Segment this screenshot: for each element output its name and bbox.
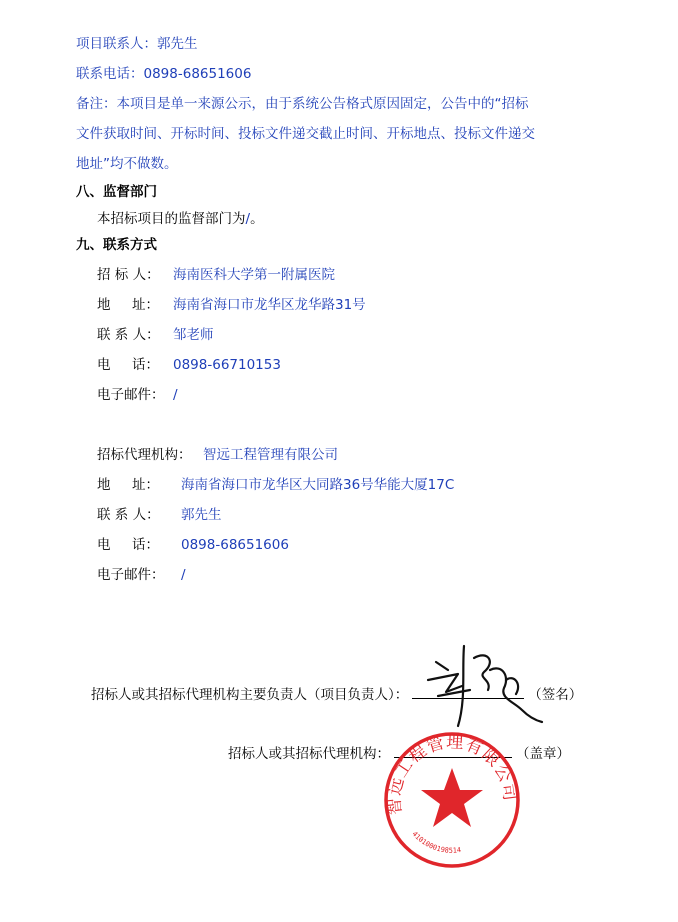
agency-email-label: 电子邮件： [97,567,165,583]
supervision-text [97,207,264,227]
tenderer-name-label: 招 标 人： [97,267,160,283]
tenderer-email-label: 电子邮件： [97,387,165,403]
seal-number: 4101000198514 [410,829,462,855]
responsible-suffix: （签名） [528,687,583,703]
tenderer-name-value: 海南医科大学第一附属医院 [173,267,335,283]
agency-contact-value: 郭先生 [181,507,222,523]
agency-name-row [97,443,338,463]
agency-phone-value: 0898-68651606 [181,537,289,553]
svg-text:4101000198514 [410,830,461,855]
company-seal [382,730,522,870]
agency-email-row [97,563,186,583]
agency-contact-label: 联 系 人： [97,507,160,523]
tenderer-contact-row [97,323,214,343]
agency-address-row [97,473,454,493]
note-line-1: 备注：本项目是单一来源公示，由于系统公告格式原因固定，公告中的“招标 [76,96,529,112]
agency-contact-row [97,503,222,523]
agency-address-value: 海南省海口市龙华区大同路36号华能大厦17C [181,477,455,493]
supervision-suffix: 。 [250,211,264,227]
tenderer-address-label: 地 址： [97,297,159,313]
note-line-3: 地址”均不做数。 [76,156,178,172]
supervision-prefix: 本招标项目的监督部门为 [97,211,246,227]
section9-heading: 九、联系方式 [76,237,157,253]
note-line-2: 文件获取时间、开标时间、投标文件递交截止时间、开标地点、投标文件递交 [76,126,535,142]
tenderer-contact-value: 邹老师 [173,327,214,343]
tenderer-name-row [97,263,335,283]
tenderer-address-value: 海南省海口市龙华区龙华路31号 [173,297,366,313]
tenderer-phone-value: 0898-66710153 [173,357,281,373]
agency-phone-label: 电 话： [97,537,159,553]
agency-email-value: / [181,567,186,583]
tenderer-contact-label: 联 系 人： [97,327,160,343]
responsible-label: 招标人或其招标代理机构主要负责人（项目负责人）： [91,687,409,703]
tenderer-email-value: / [173,387,178,403]
section8-heading: 八、监督部门 [76,184,157,200]
tenderer-phone-label: 电 话： [97,357,159,373]
org-suffix: （盖章） [516,746,570,762]
agency-name-label: 招标代理机构： [97,447,192,463]
tenderer-address-row [97,293,366,313]
seal-text: 智远工程管理有限公司 [384,732,520,816]
project-contact: 项目联系人：郭先生 [76,36,198,52]
contact-phone: 联系电话：0898-68651606 [76,66,252,82]
handwritten-signature [418,640,548,730]
seal-star-icon [421,768,483,827]
agency-address-label: 地 址： [97,477,159,493]
tenderer-phone-row [97,353,281,373]
agency-phone-row [97,533,289,553]
supervision-value: / [245,211,251,227]
agency-name-value: 智远工程管理有限公司 [203,447,338,463]
org-label: 招标人或其招标代理机构： [228,746,390,762]
tenderer-email-row [97,383,178,403]
